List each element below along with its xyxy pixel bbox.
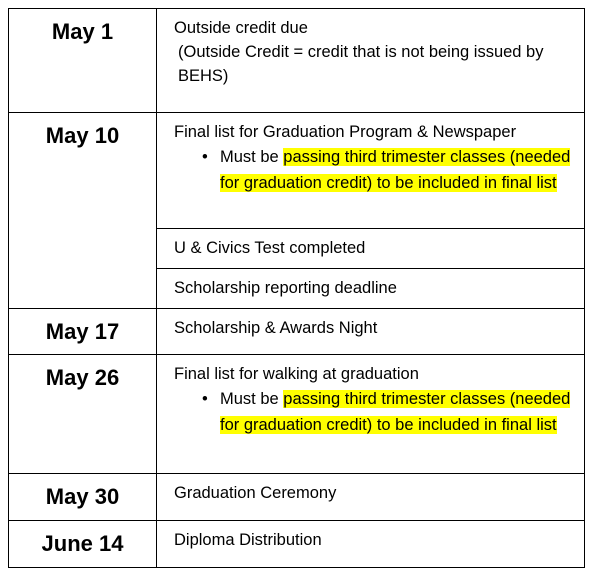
table-row — [9, 355, 585, 474]
requirement-prefix: Must be — [220, 390, 284, 408]
date-cell: May 17 — [9, 309, 157, 355]
requirement-prefix: Must be — [220, 148, 284, 166]
date-cell: May 26 — [9, 355, 157, 474]
event-cell — [157, 269, 585, 309]
event-title: Scholarship & Awards Night — [174, 319, 378, 337]
event-cell — [157, 9, 585, 113]
table-row — [9, 113, 585, 229]
list-item — [202, 386, 578, 438]
date-cell: June 14 — [9, 521, 157, 568]
requirement-list — [174, 386, 578, 438]
bullet-icon: • — [202, 390, 208, 408]
bullet-icon: • — [202, 148, 208, 166]
event-note: (Outside Credit = credit that is not being issued by BEHS) — [178, 43, 544, 85]
event-cell — [157, 474, 585, 521]
event-cell — [157, 113, 585, 229]
date-cell: May 30 — [9, 474, 157, 521]
event-cell — [157, 521, 585, 568]
graduation-schedule-table — [8, 8, 585, 568]
table-row — [9, 9, 585, 113]
table-row — [9, 309, 585, 355]
list-item — [202, 144, 578, 196]
date-cell: May 10 — [9, 113, 157, 309]
table-row — [9, 521, 585, 568]
event-title: Outside credit due — [174, 19, 308, 37]
table-row — [9, 474, 585, 521]
event-title: Final list for Graduation Program & Newspaper — [174, 123, 517, 141]
event-title: Graduation Ceremony — [174, 484, 337, 502]
event-title: Scholarship reporting deadline — [174, 279, 397, 297]
requirement-list — [174, 144, 578, 196]
event-cell — [157, 309, 585, 355]
highlighted-requirement: passing third trimester classes (needed for graduation credit) to be included in final list — [220, 390, 571, 434]
event-title: Final list for walking at graduation — [174, 365, 419, 383]
highlighted-requirement: passing third trimester classes (needed for graduation credit) to be included in final list — [220, 148, 571, 192]
event-cell — [157, 229, 585, 269]
event-title: U & Civics Test completed — [174, 239, 366, 257]
event-title: Diploma Distribution — [174, 531, 322, 549]
date-cell: May 1 — [9, 9, 157, 113]
event-cell — [157, 355, 585, 474]
